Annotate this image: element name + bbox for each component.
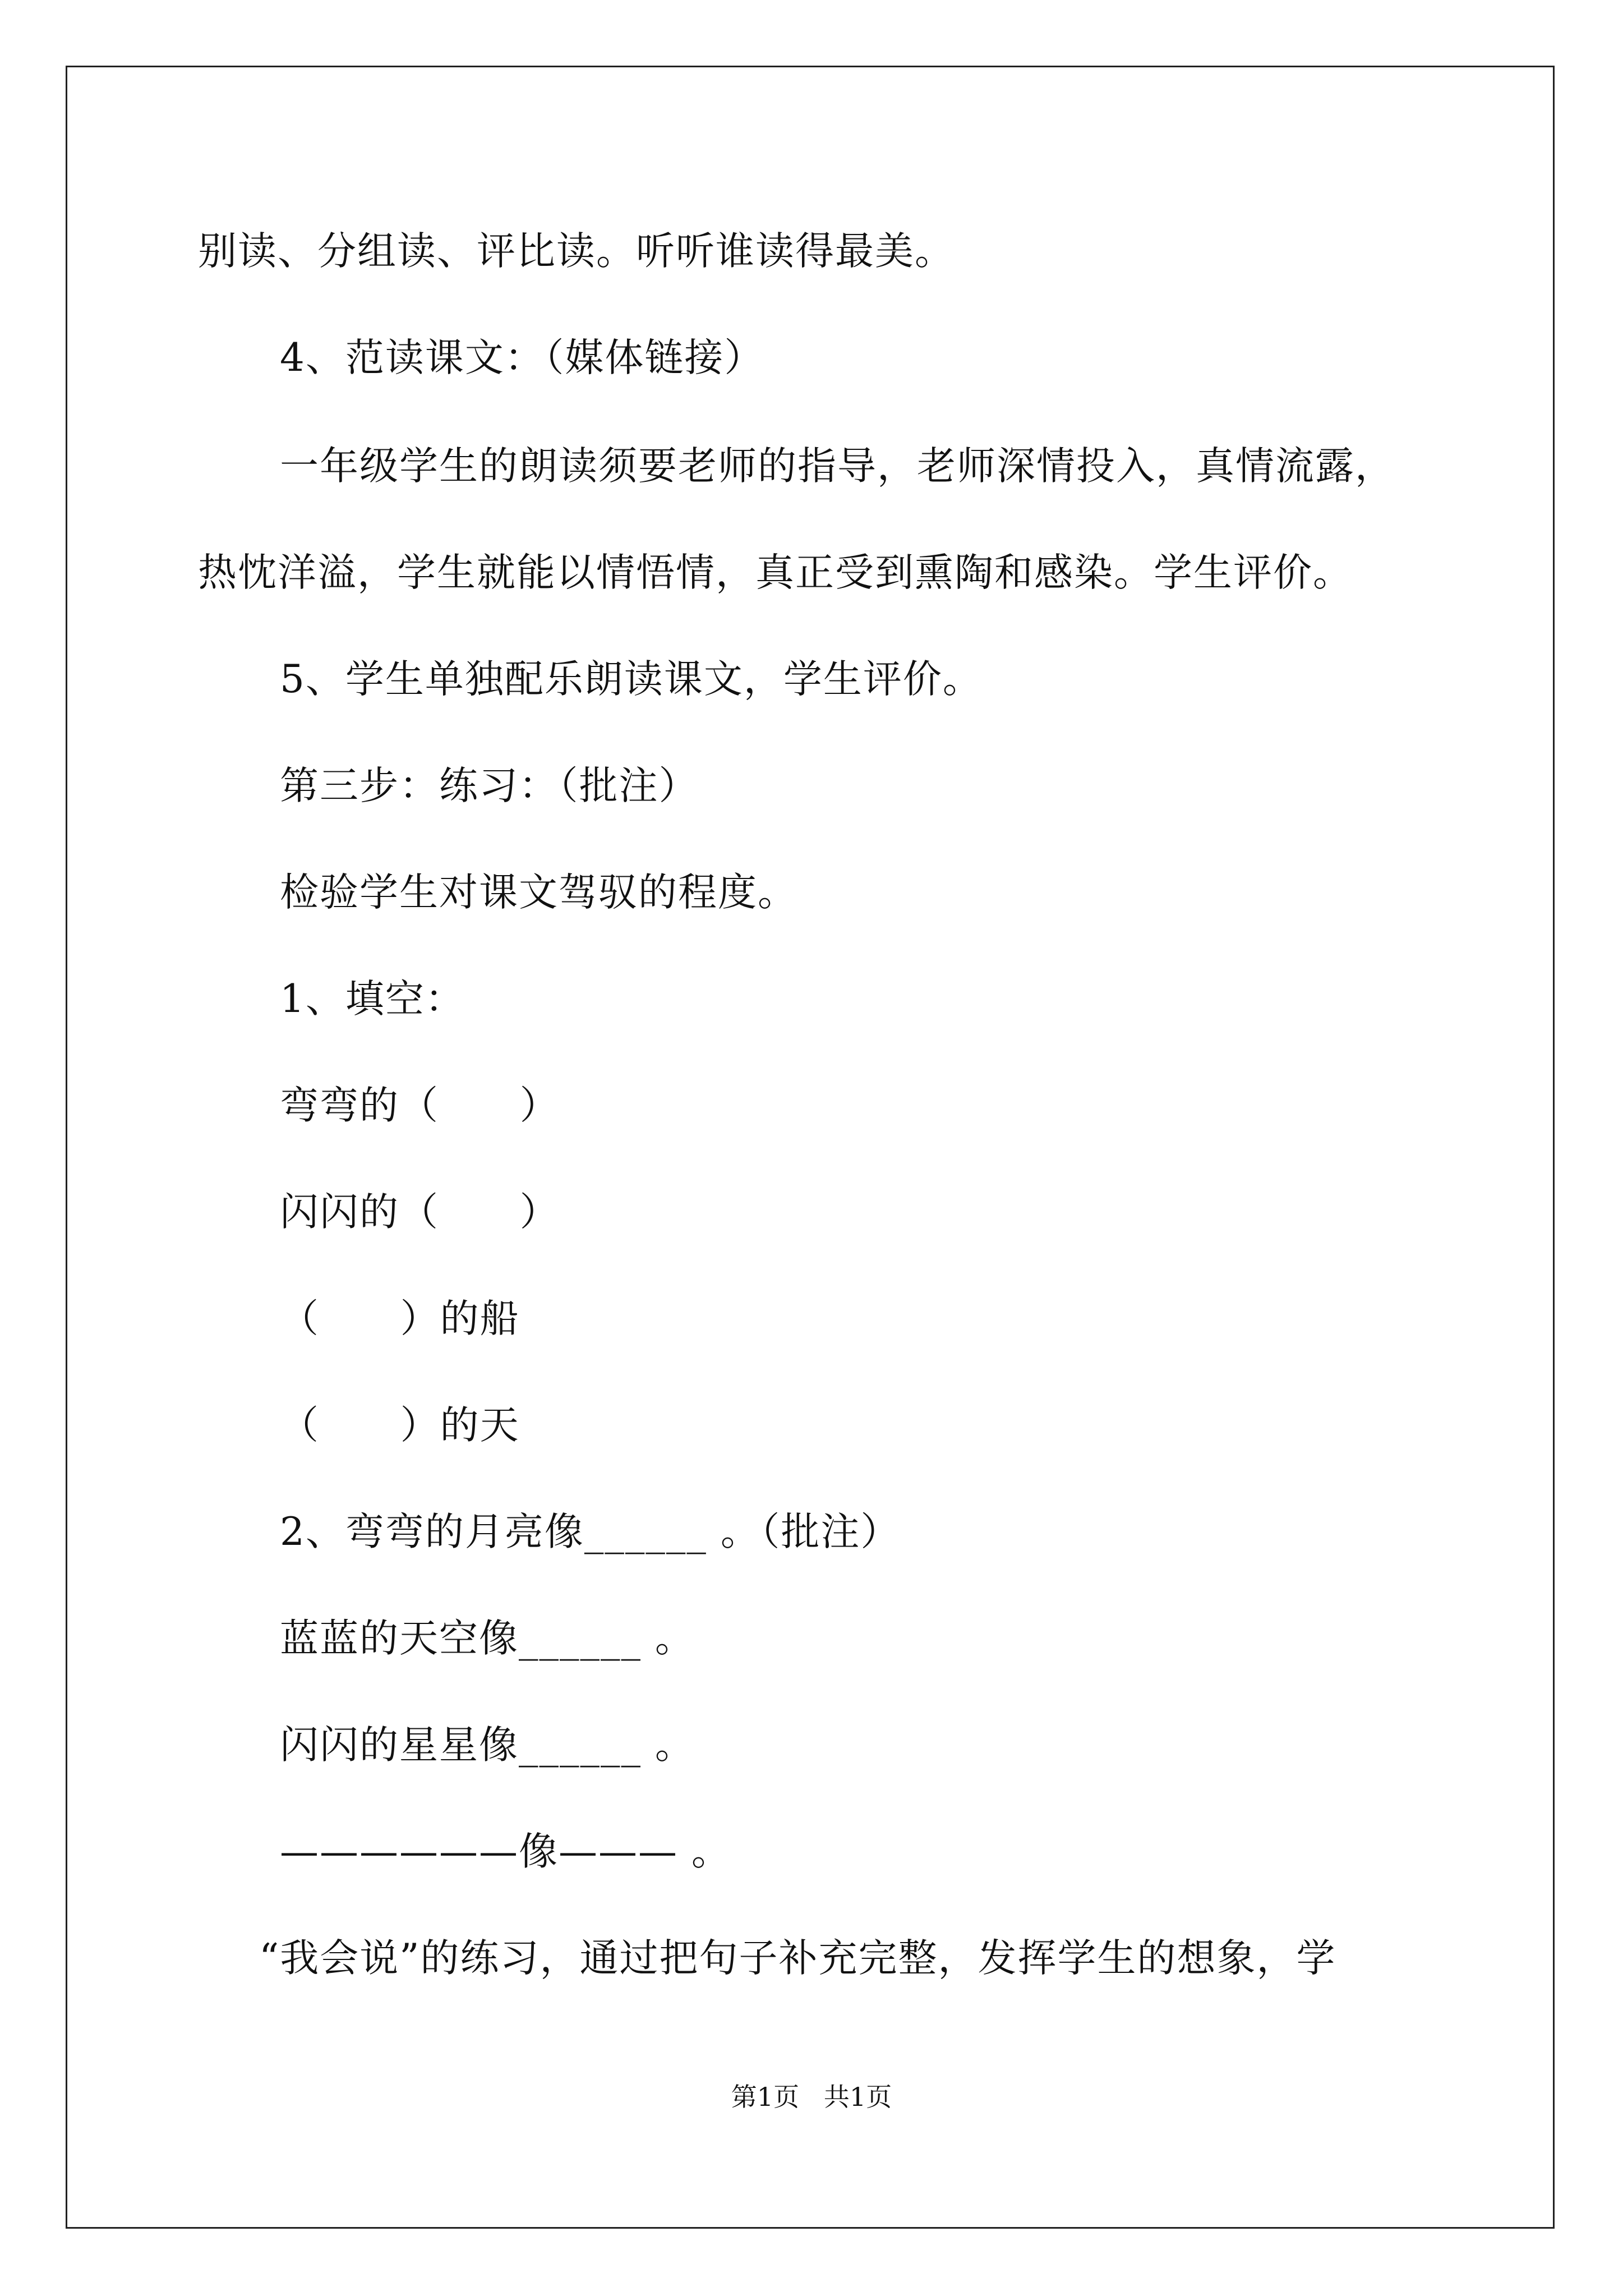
- text-line: 2、弯弯的月亮像______ 。（批注）: [280, 1510, 901, 1554]
- text-line: 1、填空：: [280, 977, 465, 1022]
- text-line: 第三步：练习：（批注）: [280, 763, 699, 808]
- text-line: 闪闪的星星像______ 。: [280, 1723, 695, 1768]
- text-line: 弯弯的（ ）: [280, 1083, 560, 1128]
- text-line: 别读、分组读、评比读。听听谁读得最美。: [198, 229, 955, 274]
- text-line: 4、范读课文：（媒体链接）: [280, 335, 764, 380]
- text-line: （ ）的天: [280, 1403, 520, 1448]
- text-line: 检验学生对课文驾驭的程度。: [280, 870, 797, 915]
- text-line: 蓝蓝的天空像______ 。: [280, 1616, 695, 1661]
- text-line: 一年级学生的朗读须要老师的指导，老师深情投入，真情流露，: [280, 444, 1395, 489]
- page-footer: 第1页 共1页: [731, 2082, 892, 2112]
- page-border: [66, 66, 1555, 2229]
- text-line: ——————像——— 。: [280, 1829, 731, 1874]
- text-line: 热忱洋溢，学生就能以情悟情，真正受到熏陶和感染。学生评价。: [198, 550, 1353, 595]
- text-line: “我会说”的练习，通过把句子补充完整，发挥学生的想象，学: [259, 1936, 1336, 1981]
- text-line: 5、学生单独配乐朗读课文，学生评价。: [280, 657, 983, 702]
- text-line: （ ）的船: [280, 1296, 520, 1341]
- text-line: 闪闪的（ ）: [280, 1190, 560, 1235]
